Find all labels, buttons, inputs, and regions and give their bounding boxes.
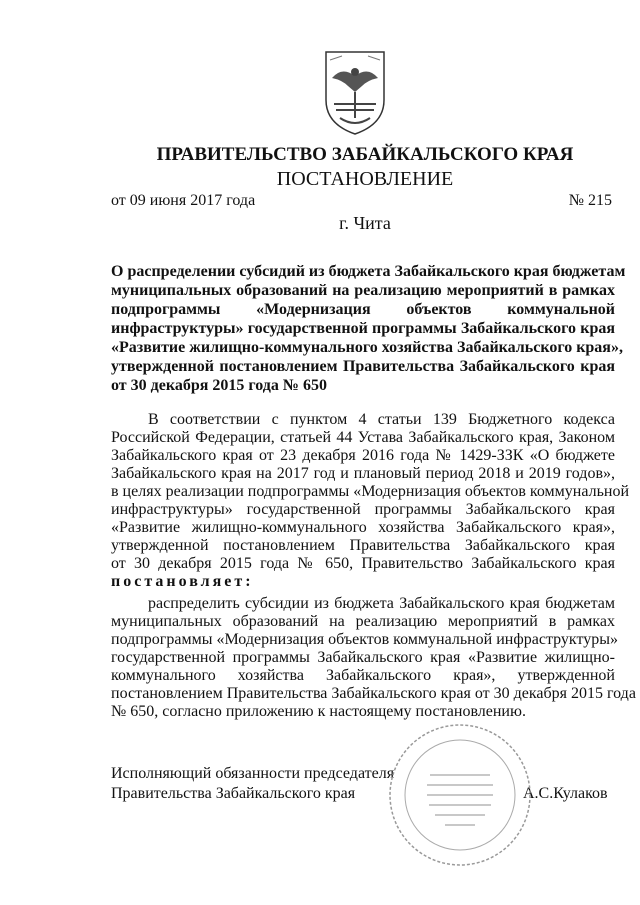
body-line: № 650, согласно приложению к настоящему постановлению. [111,703,526,720]
body-line: в целях реализации подпрограммы «Модернизация объектов коммунальной [111,483,629,500]
city: г. Чита [339,213,391,233]
title-line: подпрограммы «Модернизация объектов коммунальной [111,301,615,318]
body-line: В соответствии с пунктом 4 статьи 139 Бюджетного кодекса [148,411,615,428]
body-line: Российской Федерации, статьей 44 Устава Забайкальского края, Законом [111,429,615,446]
title-line: муниципальных образований на реализацию мероприятий в рамках [111,282,615,299]
title-line: от 30 декабря 2015 года № 650 [111,377,327,394]
org-name: ПРАВИТЕЛЬСТВО ЗАБАЙКАЛЬСКОГО КРАЯ [156,144,574,165]
title-line: утвержденной постановлением Правительства Забайкальского края [111,358,615,375]
doc-number: № 215 [568,192,612,209]
body-line: Забайкальского края на 2017 год и плановый период 2018 и 2019 годов», [111,465,615,482]
signer-name: А.С.Кулаков [523,785,608,802]
decree-word: постановляет: [111,573,254,590]
body-line: государственной программы Забайкальского края «Развитие жилищно- [111,649,615,666]
official-stamp-icon [385,720,535,870]
body-line: от 30 декабря 2015 года № 650, Правительство Забайкальского края [111,555,615,572]
body-line: Забайкальского края от 23 декабря 2016 года № 1429-ЗЗК «О бюджете [111,447,615,464]
body-line: постановлением Правительства Забайкальского края от 30 декабря 2015 года [111,685,636,702]
title-line: «Развитие жилищно-коммунального хозяйства Забайкальского края», [111,339,623,356]
signer-position-1: Исполняющий обязанности председателя [111,765,395,782]
body-line: инфраструктуры» государственной программы Забайкальского края [111,501,615,518]
body-line: подпрограммы «Модернизация объектов коммунальной инфраструктуры» [111,631,619,648]
body-line: утвержденной постановлением Правительства Забайкальского края [111,537,615,554]
body-line: коммунального хозяйства Забайкальского края», утвержденной [111,667,615,684]
doc-date: от 09 июня 2017 года [111,192,256,209]
title-line: инфраструктуры» государственной программы Забайкальского края [111,320,615,337]
body-line: «Развитие жилищно-коммунального хозяйства Забайкальского края», [111,519,615,536]
title-line: О распределении субсидий из бюджета Забайкальского края бюджетам [111,263,626,280]
body-line: распределить субсидии из бюджета Забайкальского края бюджетам [148,595,615,612]
signer-position-2: Правительства Забайкальского края [111,785,356,802]
doc-type: ПОСТАНОВЛЕНИЕ [276,168,454,190]
coat-of-arms-icon [322,48,388,136]
body-line: муниципальных образований на реализацию мероприятий в рамках [111,613,615,630]
